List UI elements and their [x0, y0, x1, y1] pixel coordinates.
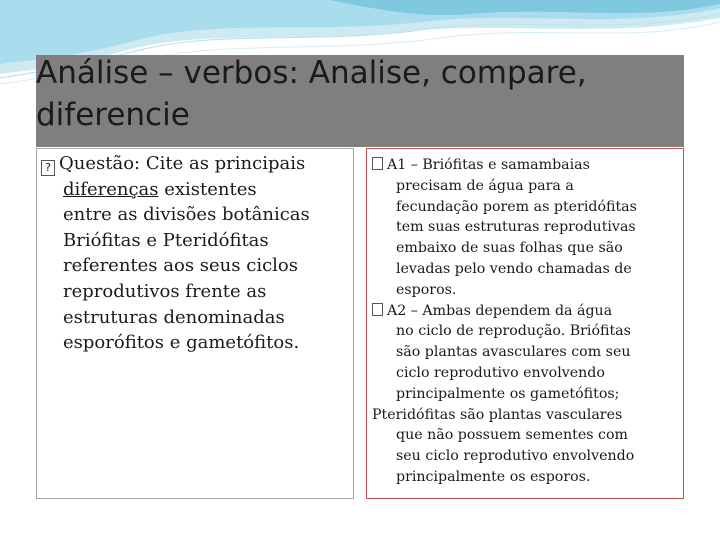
answer-line: A1 – Briófitas e samambaias [372, 155, 680, 176]
missing-glyph-icon: ? [41, 160, 55, 176]
answer-line: esporos. [396, 281, 457, 298]
question-line: estruturas denominadas [63, 306, 285, 328]
bullet-box-icon [372, 303, 383, 316]
question-line: ? Questão: Cite as principais [41, 151, 351, 177]
answer-line: embaixo de suas folhas que são [396, 240, 623, 257]
answer-line: são plantas avasculares com seu [396, 344, 631, 361]
question-line: referentes aos seus ciclos [63, 255, 298, 277]
answer-text [372, 155, 680, 488]
answer-line: Pteridófitas são plantas vasculares [372, 406, 623, 423]
answer-line: precisam de água para a [396, 177, 574, 194]
slide-title-line-2: diferencie [36, 97, 190, 133]
question-line: esporófitos e gametófitos. [63, 332, 300, 354]
answer-line: principalmente os esporos. [396, 468, 591, 485]
question-line: reprodutivos frente as [63, 280, 267, 302]
slide-title-line-1: Análise – verbos: Analise, compare, [36, 55, 587, 91]
bullet-box-icon [372, 157, 383, 170]
answer-line: principalmente os gametófitos; [396, 385, 620, 402]
answer-line: fecundação porem as pteridófitas [396, 198, 637, 215]
slide-title [36, 52, 676, 136]
question-text [41, 151, 351, 356]
answer-line: que não possuem sementes com [396, 427, 628, 444]
question-line: Briófitas e Pteridófitas [63, 229, 269, 251]
answer-line: seu ciclo reprodutivo envolvendo [396, 448, 635, 465]
answer-line: levadas pelo vendo chamadas de [396, 260, 632, 277]
answer-line: ciclo reprodutivo envolvendo [396, 364, 605, 381]
question-line: entre as divisões botânicas [63, 204, 310, 226]
answer-line: A2 – Ambas dependem da água [372, 301, 680, 322]
answer-line: no ciclo de reprodução. Briófitas [396, 323, 631, 340]
emphasized-word: diferenças [63, 178, 159, 200]
answer-line: tem suas estruturas reprodutivas [396, 219, 636, 236]
question-line: diferenças existentes [63, 178, 257, 200]
